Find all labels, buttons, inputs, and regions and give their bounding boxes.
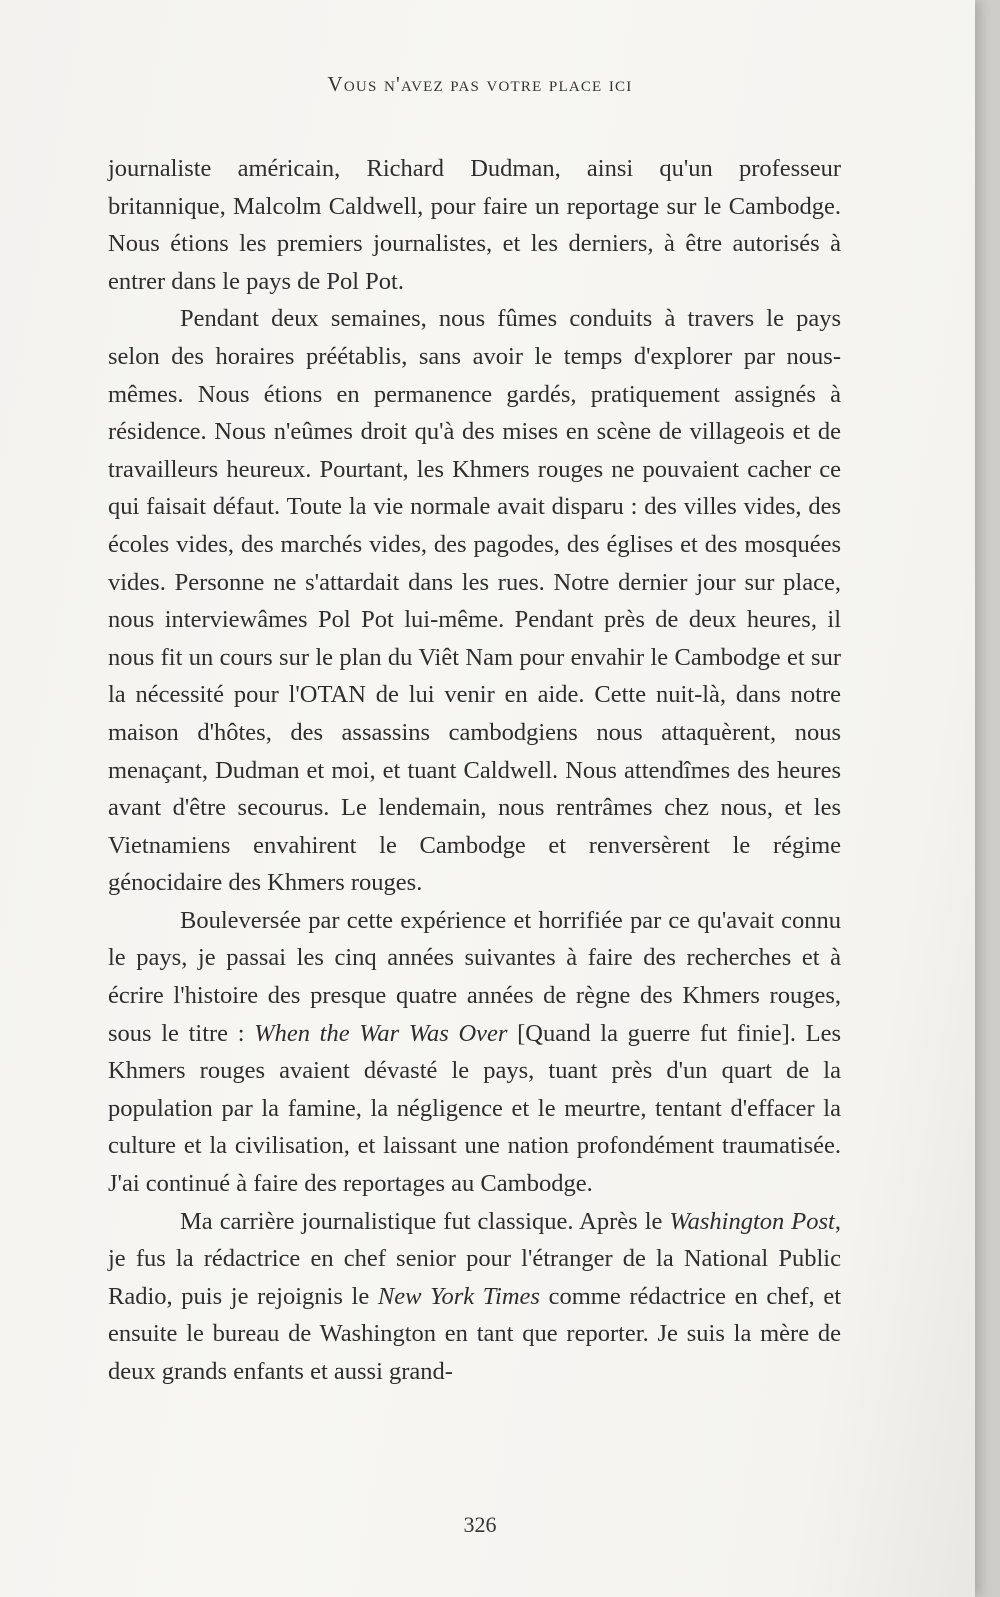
paragraph-4	[108, 1203, 841, 1391]
paragraph-1-text: journaliste américain, Richard Dudman, ainsi qu'un professeur britannique, Malcolm Caldwell, pour faire un reportage sur le Cambodge. Nous étions les premiers journalistes, et les derniers, à être autorisés à entrer dans le pays de Pol Pot.	[108, 155, 841, 295]
newspaper-title-washington-post: Washington Post	[669, 1207, 835, 1235]
paragraph-1	[108, 150, 841, 300]
newspaper-title-new-york-times: New York Times	[377, 1282, 540, 1310]
paragraph-4-text-a: Ma carrière journalistique fut classique. Après le	[180, 1207, 670, 1235]
running-head: Vous n'avez pas votre place ici	[327, 72, 633, 96]
paragraph-2-text: Pendant deux semaines, nous fûmes conduits à travers le pays selon des horaires préétablis, sans avoir le temps d'explorer par nous-mêmes. Nous étions en permanence gardés, pratiquement assignés à résidence. Nous n'eûmes droit qu'à des mises en scène de villageois et de travailleurs heureux. Pourtant, les Khmers rouges ne pouvaient cacher ce qui faisait défaut. Toute la vie normale avait disparu : des villes vides, des écoles vides, des marchés vides, des pagodes, des églises et des mosquées vides. Personne ne s'attardait dans les rues. Notre dernier jour sur place, nous interviewâmes Pol Pot lui-même. Pendant près de deux heures, il nous fit un cours sur le plan du Viêt Nam pour envahir le Cambodge et sur la nécessité pour l'OTAN de lui venir en aide. Cette nuit-là, dans notre maison d'hôtes, des assassins cambodgiens nous attaquèrent, nous menaçant, Dudman et moi, et tuant Caldwell. Nous attendîmes des heures avant d'être secourus. Le lendemain, nous rentrâmes chez nous, et les Vietnamiens envahirent le Cambodge et renversèrent le régime génocidaire des Khmers rouges.	[108, 305, 841, 897]
paragraph-4-text-b: , je fus la rédactrice en chef senior pour l'étranger de la National Public Radio, puis je rejoignis le	[108, 1207, 841, 1310]
paragraph-3	[108, 902, 841, 1203]
paragraph-4-text-c: comme rédactrice en chef, et ensuite le bureau de Washington en tant que reporter. Je suis la mère de deux grands enfants et aussi grand-	[108, 1282, 841, 1385]
page-number: 326	[463, 1512, 497, 1537]
book-title-italic: When the War Was Over	[254, 1019, 508, 1047]
paragraph-3-text-a: Bouleversée par cette expérience et horrifiée par ce qu'avait connu le pays, je passai les cinq années suivantes à faire des recherches et à écrire l'histoire des presque quatre années de règne des Khmers rouges, sous le titre :	[108, 906, 841, 1047]
paragraph-3-text-b: [Quand la guerre fut finie]. Les Khmers rouges avaient dévasté le pays, tuant près d'un quart de la population par la famine, la négligence et le meurtre, tentant d'effacer la culture et la civilisation, et laissant une nation profondément traumatisée. J'ai continué à faire des reportages au Cambodge.	[108, 1019, 841, 1198]
paragraph-2	[108, 300, 841, 902]
body-text	[108, 150, 841, 1391]
